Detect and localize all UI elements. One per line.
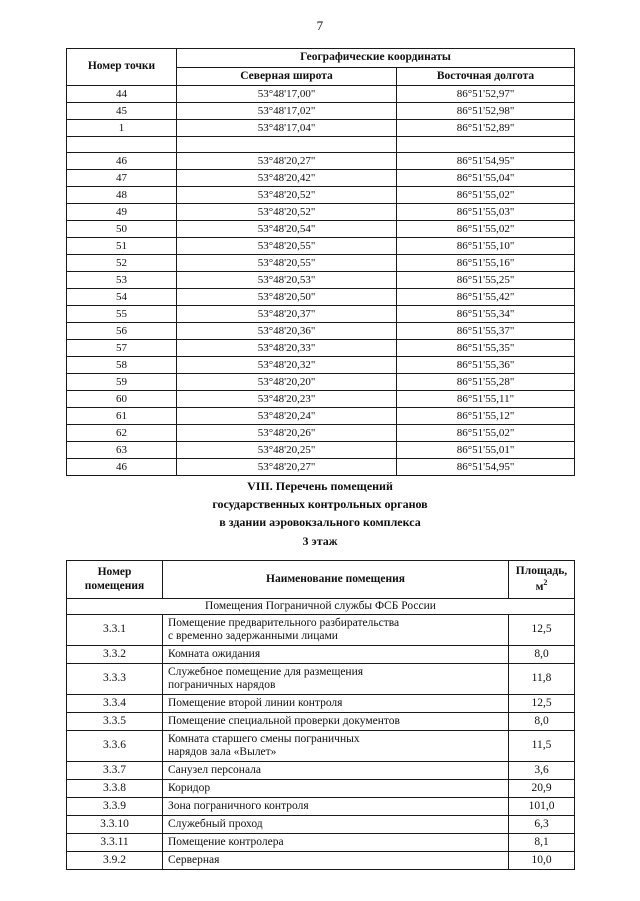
table-row [67,289,575,306]
column-header-area [509,561,575,599]
cell-point-number: 1 [67,120,177,137]
cell-point-number: 62 [67,425,177,442]
cell-room-name-line-1: Серверная [168,853,220,866]
cell-east-longitude: 86°51'55,11" [397,391,575,408]
cell-point-number: 51 [67,238,177,255]
cell-east-longitude: 86°51'54,95" [397,153,575,170]
column-header-room-name: Наименование помещения [163,561,509,599]
table-row [67,391,575,408]
cell-room-name [163,816,509,834]
table-row [67,272,575,289]
table-row [67,664,575,695]
cell-room-number: 3.3.4 [67,695,163,713]
cell-room-area: 12,5 [509,615,575,646]
column-header-room-number-line-1: Номер [97,565,132,578]
cell-point-number: 61 [67,408,177,425]
cell-room-area: 6,3 [509,816,575,834]
cell-north-latitude: 53°48'20,52" [177,187,397,204]
column-header-east-longitude: Восточная долгота [397,67,575,86]
cell-room-name [163,834,509,852]
cell-east-longitude: 86°51'55,36" [397,357,575,374]
cell-room-name-line-1: Помещение контролера [168,835,284,848]
table-row [67,695,575,713]
cell-north-latitude: 53°48'20,26" [177,425,397,442]
cell-east-longitude: 86°51'54,95" [397,459,575,476]
table-row [67,816,575,834]
table-row [67,255,575,272]
rooms-table [66,560,575,870]
table-row [67,852,575,870]
cell-room-name-line-2: с временно задержанными лицами [168,630,338,643]
cell-point-number: 49 [67,204,177,221]
cell-north-latitude: 53°48'20,32" [177,357,397,374]
cell-room-number: 3.3.9 [67,798,163,816]
table-row [67,86,575,103]
cell-point-number: 44 [67,86,177,103]
table-row [67,340,575,357]
cell-east-longitude: 86°51'55,10" [397,238,575,255]
table-row [67,204,575,221]
section-heading-line-2: государственных контрольных органов [212,497,428,512]
cell-north-latitude: 53°48'20,25" [177,442,397,459]
table-row [67,834,575,852]
cell-north-latitude: 53°48'20,24" [177,408,397,425]
cell-room-name-line-1: Служебный проход [168,817,263,830]
cell-point-number: 54 [67,289,177,306]
cell-north-latitude: 53°48'20,27" [177,459,397,476]
cell-room-name [163,646,509,664]
cell-room-area: 10,0 [509,852,575,870]
section-heading [66,477,574,550]
cell-room-name [163,731,509,762]
table-row [67,780,575,798]
cell-north-latitude: 53°48'20,54" [177,221,397,238]
column-header-area-superscript: 2 [543,578,548,588]
coordinates-spacer [67,137,575,153]
cell-room-name-line-1: Помещение второй линии контроля [168,696,343,709]
cell-point-number: 47 [67,170,177,187]
coordinates-table [66,48,575,476]
cell-point-number: 45 [67,103,177,120]
section-heading-line-3: в здании аэровокзального комплекса [219,515,421,530]
cell-point-number: 63 [67,442,177,459]
cell-room-number: 3.3.2 [67,646,163,664]
cell-point-number: 56 [67,323,177,340]
cell-point-number: 55 [67,306,177,323]
table-row [67,238,575,255]
table-row [67,323,575,340]
cell-east-longitude: 86°51'55,35" [397,340,575,357]
cell-point-number: 59 [67,374,177,391]
cell-room-name [163,852,509,870]
cell-room-area: 11,8 [509,664,575,695]
cell-room-name-line-1: Санузел персонала [168,763,262,776]
table-row [67,153,575,170]
cell-east-longitude: 86°51'55,04" [397,170,575,187]
table-row [67,408,575,425]
cell-point-number: 60 [67,391,177,408]
coordinates-table-container [66,48,574,476]
cell-room-name [163,762,509,780]
column-header-room-number-line-2: помещения [84,580,145,593]
cell-east-longitude: 86°51'55,02" [397,425,575,442]
cell-room-number: 3.3.6 [67,731,163,762]
table-row [67,120,575,137]
cell-east-longitude: 86°51'52,98" [397,103,575,120]
cell-east-longitude: 86°51'55,28" [397,374,575,391]
table-row [67,615,575,646]
cell-room-name [163,780,509,798]
cell-room-name [163,713,509,731]
cell-room-name-line-1: Комната старшего смены пограничных [168,732,360,745]
cell-room-name [163,615,509,646]
column-header-point-number: Номер точки [67,49,177,86]
spacer-cell-longitude [397,137,575,153]
table-row [67,103,575,120]
cell-east-longitude: 86°51'55,16" [397,255,575,272]
cell-point-number: 48 [67,187,177,204]
cell-room-name-line-1: Комната ожидания [168,647,261,660]
cell-north-latitude: 53°48'17,04" [177,120,397,137]
cell-point-number: 53 [67,272,177,289]
table-row [67,459,575,476]
rooms-table-container [66,560,574,870]
cell-room-number: 3.3.5 [67,713,163,731]
table-row [67,646,575,664]
column-header-north-latitude: Северная широта [177,67,397,86]
cell-room-name [163,664,509,695]
cell-north-latitude: 53°48'20,37" [177,306,397,323]
cell-room-number: 3.3.1 [67,615,163,646]
cell-point-number: 50 [67,221,177,238]
cell-room-area: 20,9 [509,780,575,798]
coordinates-group-one [67,86,575,137]
section-heading-line-1: VIII. Перечень помещений [247,479,393,493]
cell-point-number: 46 [67,153,177,170]
cell-east-longitude: 86°51'55,01" [397,442,575,459]
cell-east-longitude: 86°51'55,37" [397,323,575,340]
table-spacer-row [67,137,575,153]
rooms-table-group-label-body [67,598,575,615]
cell-north-latitude: 53°48'20,55" [177,238,397,255]
cell-north-latitude: 53°48'20,53" [177,272,397,289]
cell-room-area: 8,0 [509,713,575,731]
cell-room-area: 101,0 [509,798,575,816]
table-row [67,798,575,816]
table-row [67,713,575,731]
table-row [67,187,575,204]
table-row [67,170,575,187]
cell-east-longitude: 86°51'55,25" [397,272,575,289]
coordinates-group-two [67,153,575,476]
table-row [67,306,575,323]
column-header-geographic-coordinates: Географические координаты [177,49,575,68]
cell-room-name [163,798,509,816]
cell-room-number: 3.3.11 [67,834,163,852]
cell-east-longitude: 86°51'55,02" [397,221,575,238]
cell-room-number: 3.3.10 [67,816,163,834]
cell-room-name-line-2: пограничных нарядов [168,679,276,692]
cell-room-number: 3.9.2 [67,852,163,870]
table-row [67,425,575,442]
cell-north-latitude: 53°48'17,00" [177,86,397,103]
cell-room-name [163,695,509,713]
cell-point-number: 57 [67,340,177,357]
cell-room-name-line-1: Коридор [168,781,211,794]
table-row [67,357,575,374]
cell-north-latitude: 53°48'20,52" [177,204,397,221]
coordinates-table-head [67,49,575,86]
cell-north-latitude: 53°48'17,02" [177,103,397,120]
cell-room-area: 12,5 [509,695,575,713]
spacer-cell-number [67,137,177,153]
cell-room-name-line-1: Помещение специальной проверки документов [168,714,400,727]
cell-room-number: 3.3.7 [67,762,163,780]
table-row [67,442,575,459]
cell-east-longitude: 86°51'55,02" [397,187,575,204]
cell-room-number: 3.3.8 [67,780,163,798]
column-header-area-label: Площадь, м [515,565,568,594]
cell-room-area: 8,0 [509,646,575,664]
column-header-room-number [67,561,163,599]
cell-east-longitude: 86°51'52,97" [397,86,575,103]
cell-east-longitude: 86°51'55,42" [397,289,575,306]
rooms-table-head [67,561,575,599]
cell-east-longitude: 86°51'55,03" [397,204,575,221]
cell-north-latitude: 53°48'20,36" [177,323,397,340]
cell-point-number: 58 [67,357,177,374]
cell-room-name-line-1: Зона пограничного контроля [168,799,309,812]
table-row [67,762,575,780]
cell-north-latitude: 53°48'20,20" [177,374,397,391]
cell-room-name-line-1: Помещение предварительного разбирательства [168,616,400,629]
section-heading-line-4: 3 этаж [302,533,338,548]
page-number: 7 [316,18,324,33]
rooms-table-body [67,615,575,870]
table-row [67,374,575,391]
table-group-row [67,598,575,615]
cell-room-name-line-1: Служебное помещение для размещения [168,665,364,678]
table-header-row [67,561,575,599]
cell-north-latitude: 53°48'20,50" [177,289,397,306]
rooms-group-label: Помещения Пограничной службы ФСБ России [67,598,575,615]
table-header-row [67,49,575,68]
table-row [67,731,575,762]
cell-north-latitude: 53°48'20,27" [177,153,397,170]
cell-east-longitude: 86°51'52,89" [397,120,575,137]
cell-room-name-line-2: нарядов зала «Вылет» [168,746,277,759]
cell-room-area: 3,6 [509,762,575,780]
cell-north-latitude: 53°48'20,55" [177,255,397,272]
cell-east-longitude: 86°51'55,34" [397,306,575,323]
cell-room-area: 8,1 [509,834,575,852]
cell-east-longitude: 86°51'55,12" [397,408,575,425]
cell-north-latitude: 53°48'20,42" [177,170,397,187]
cell-point-number: 52 [67,255,177,272]
cell-north-latitude: 53°48'20,23" [177,391,397,408]
cell-point-number: 46 [67,459,177,476]
cell-room-number: 3.3.3 [67,664,163,695]
spacer-cell-latitude [177,137,397,153]
cell-room-area: 11,5 [509,731,575,762]
table-row [67,221,575,238]
cell-north-latitude: 53°48'20,33" [177,340,397,357]
